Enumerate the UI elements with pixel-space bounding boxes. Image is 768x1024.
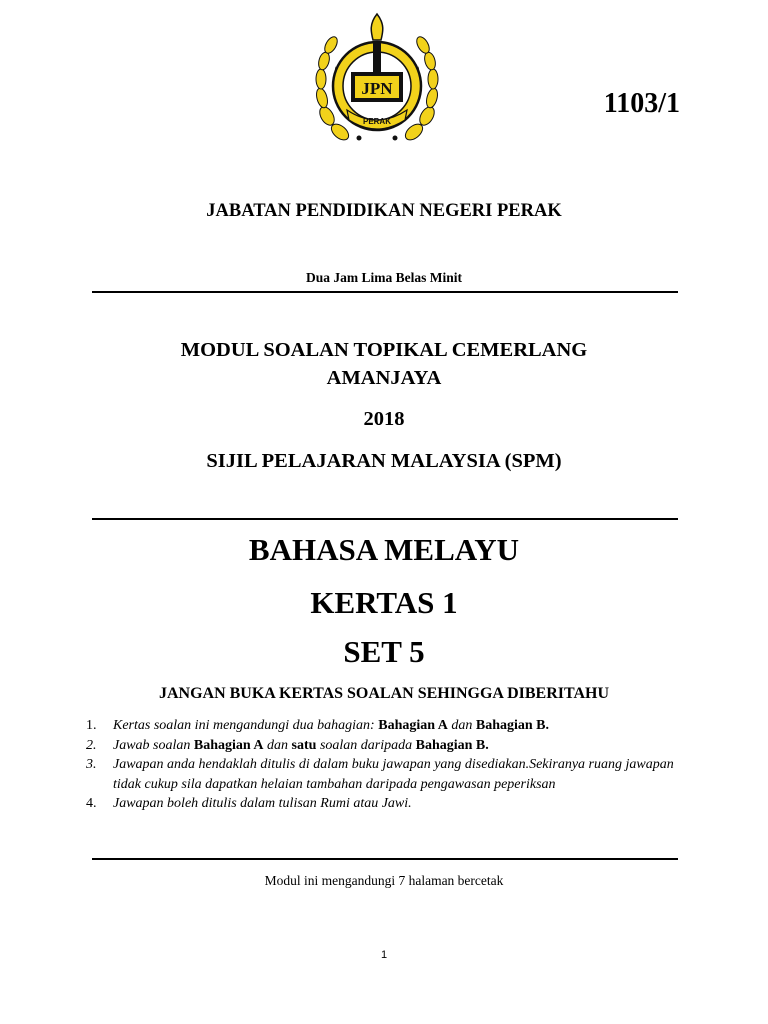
exam-duration: Dua Jam Lima Belas Minit bbox=[305, 270, 462, 285]
instruction-emphasis: Bahagian B. bbox=[415, 737, 489, 753]
jpn-perak-logo bbox=[313, 6, 441, 154]
set-number: SET 5 bbox=[343, 634, 425, 669]
logo-state-text: PERAK bbox=[362, 117, 392, 126]
instruction-item bbox=[86, 794, 686, 814]
paper-code: 1103/1 bbox=[603, 88, 680, 119]
instruction-text: dan bbox=[263, 737, 292, 753]
instruction-text: soalan daripada bbox=[316, 737, 416, 753]
paper-number: KERTAS 1 bbox=[310, 585, 458, 620]
instruction-text: dan bbox=[447, 718, 476, 733]
page-count-note: Modul ini mengandungi 7 halaman bercetak bbox=[264, 873, 504, 888]
logo-text: JPN bbox=[361, 79, 393, 98]
instruction-text: Kertas soalan ini mengandungi dua bahagian: bbox=[113, 718, 379, 733]
module-year: 2018 bbox=[363, 408, 405, 430]
page-number: 1 bbox=[380, 949, 388, 961]
instruction-text: Jawapan anda hendaklah ditulis di dalam buku jawapan yang disediakan.Sekiranya ruang jawapan tidak cukup sila dapatkan helaian tambahan daripada pengawasan peperiksan bbox=[113, 757, 674, 792]
instruction-emphasis: Bahagian A bbox=[378, 718, 448, 733]
module-title-line2: AMANJAYA bbox=[326, 367, 442, 389]
instruction-number: 3. bbox=[86, 757, 97, 772]
divider bbox=[92, 858, 678, 860]
department-name: JABATAN PENDIDIKAN NEGERI PERAK bbox=[206, 201, 562, 221]
instruction-item bbox=[86, 736, 686, 756]
instruction-item bbox=[86, 755, 686, 794]
instruction-emphasis: Bahagian B. bbox=[475, 718, 550, 733]
instruction-text: Jawapan boleh ditulis dalam tulisan Rumi atau Jawi. bbox=[113, 796, 412, 811]
torch-flame bbox=[371, 14, 383, 40]
do-not-open-warning: JANGAN BUKA KERTAS SOALAN SEHINGGA DIBERITAHU bbox=[158, 685, 610, 702]
subject-name: BAHASA MELAYU bbox=[248, 532, 520, 567]
exam-name: SIJIL PELAJARAN MALAYSIA (SPM) bbox=[206, 450, 562, 472]
instruction-number: 1. bbox=[86, 718, 97, 733]
instruction-item bbox=[86, 716, 686, 736]
instruction-emphasis: satu bbox=[291, 737, 317, 753]
divider bbox=[92, 518, 678, 520]
divider bbox=[92, 291, 678, 293]
instructions-list bbox=[86, 716, 686, 814]
instruction-text: Jawab soalan bbox=[113, 737, 194, 753]
instruction-number: 4. bbox=[86, 796, 97, 811]
instruction-emphasis: Bahagian A bbox=[193, 737, 264, 753]
module-title-line1: MODUL SOALAN TOPIKAL CEMERLANG bbox=[180, 339, 588, 361]
instruction-number: 2. bbox=[86, 737, 97, 753]
